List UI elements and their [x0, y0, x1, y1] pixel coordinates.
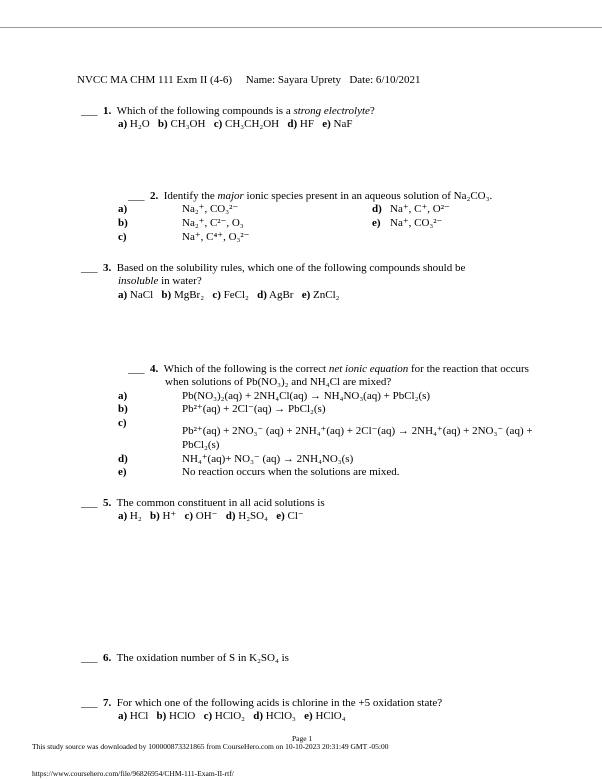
option-text: Na⁺, C⁴⁺, O₃²⁻	[182, 231, 250, 243]
option-label: c)	[118, 417, 127, 429]
question-number: 4.	[150, 363, 159, 375]
option-label: d)	[118, 453, 128, 465]
option-text: Pb(NO₃)₂(aq) + 2NH₄Cl(aq) → NH₄NO₃(aq) + PbCl₂(s)	[182, 390, 431, 402]
option-label: e)	[118, 466, 127, 478]
option-label: e)	[372, 217, 381, 229]
question-3-line2: insoluble in water?	[118, 275, 202, 287]
question-1: ___ 1. Which of the following compounds is a strong electrolyte?	[81, 105, 375, 117]
exam-header	[77, 74, 421, 87]
option-text: Na₂⁺, C²⁻, O₃	[182, 217, 244, 229]
question-6: ___ 6. The oxidation number of S in K₂SO₄ is	[81, 652, 289, 664]
option-text: No reaction occurs when the solutions are mixed.	[182, 466, 400, 478]
question-4: ___ 4. Which of the following is the correct net ionic equation for the reaction that occurs	[128, 363, 529, 375]
page-number: Page 1	[292, 734, 313, 743]
option-text: Na⁺, C⁺, O²⁻	[390, 203, 450, 215]
option-text: Pb²⁺(aq) + 2Cl⁻(aq) → PbCl₂(s)	[182, 403, 326, 415]
question-number: 1.	[103, 105, 112, 117]
question-number: 5.	[103, 497, 112, 509]
answer-blank[interactable]: ___	[81, 497, 98, 509]
answer-blank[interactable]: ___	[128, 363, 145, 375]
option-text-cont: PbCl₂(s)	[182, 439, 220, 451]
question-5: ___ 5. The common constituent in all acid solutions is	[81, 497, 325, 509]
top-divider	[0, 27, 602, 28]
option-label: b)	[118, 403, 128, 415]
question-number: 7.	[103, 697, 112, 709]
answer-blank[interactable]: ___	[81, 105, 98, 117]
answer-blank[interactable]: ___	[81, 262, 98, 274]
answer-blank[interactable]: ___	[81, 697, 98, 709]
exam-date: Date: 6/10/2021	[349, 74, 421, 86]
option-text: Na₂⁺, CO₃²⁻	[182, 203, 239, 215]
answer-blank[interactable]: ___	[81, 652, 98, 664]
option-text: Pb²⁺(aq) + 2NO₃⁻ (aq) + 2NH₄⁺(aq) + 2Cl⁻(aq) → 2NH₄⁺(aq) + 2NO₃⁻ (aq) +	[182, 425, 533, 437]
answer-blank[interactable]: ___	[128, 190, 145, 202]
student-name: Name: Sayara Uprety	[245, 74, 342, 86]
question-5-options: a) H₂ b) H⁺ c) OH⁻ d) H₂SO₄ e) Cl⁻	[118, 510, 304, 522]
course-title: NVCC MA CHM 111 Exm II (4-6)	[77, 74, 233, 86]
question-4-line2: when solutions of Pb(NO₃)₂ and NH₄Cl are mixed?	[165, 376, 392, 388]
option-label: c)	[118, 231, 127, 243]
question-3-options: a) NaCl b) MgBr₂ c) FeCl₂ d) AgBr e) ZnCl₂	[118, 289, 340, 301]
question-number: 6.	[103, 652, 112, 664]
option-label: a)	[118, 203, 128, 215]
question-1-options: a) H₂O b) CH₃OH c) CH₃CH₂OH d) HF e) NaF	[118, 118, 353, 130]
question-2: ___ 2. Identify the major ionic species present in an aqueous solution of Na₂CO₃.	[128, 190, 493, 202]
question-3: ___ 3. Based on the solubility rules, which one of the following compounds should be	[81, 262, 466, 274]
option-label: d)	[372, 203, 382, 215]
option-text: NH₄⁺(aq)+ NO₃⁻ (aq) → 2NH₄NO₃(s)	[182, 453, 354, 465]
option-label: b)	[118, 217, 128, 229]
option-text: Na⁺, CO₃²⁻	[390, 217, 443, 229]
question-number: 3.	[103, 262, 112, 274]
question-7: ___ 7. For which one of the following acids is chlorine in the +5 oxidation state?	[81, 697, 443, 709]
source-url[interactable]: https://www.coursehero.com/file/96826954/CHM-111-Exam-II-rtf/	[32, 769, 234, 778]
option-label: a)	[118, 390, 128, 402]
download-note: This study source was downloaded by 100000873321865 from CourseHero.com on 10-10-2023 20:31:49 GMT -05:00	[32, 742, 389, 751]
question-number: 2.	[150, 190, 159, 202]
question-7-options: a) HCl b) HClO c) HClO₂ d) HClO₃ e) HClO₄	[118, 710, 346, 722]
